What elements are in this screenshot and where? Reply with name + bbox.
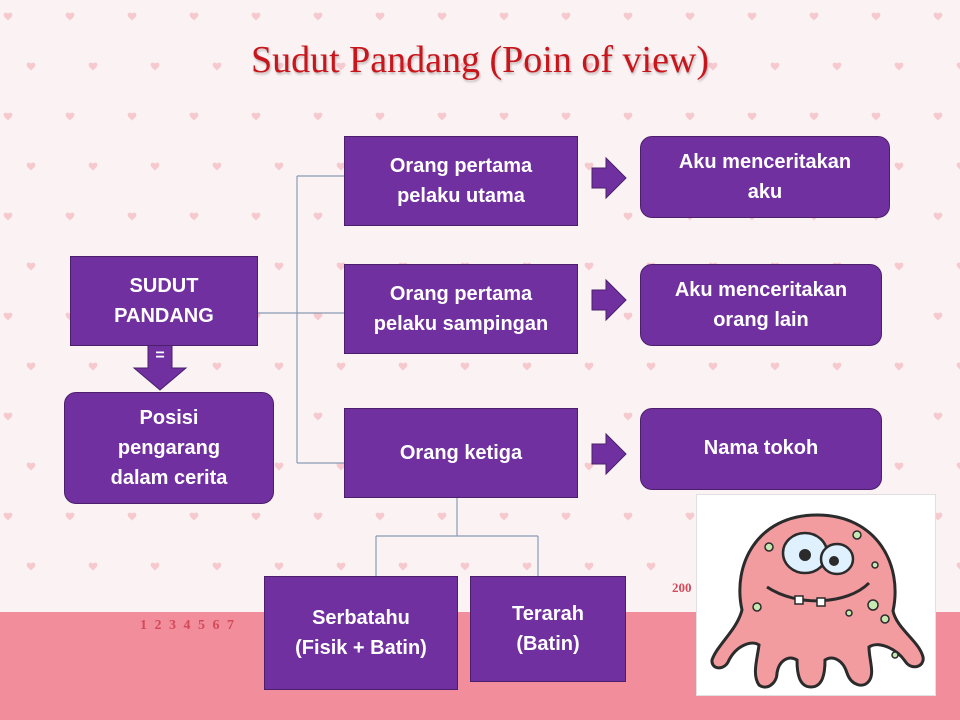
- year-fragment: 200: [672, 580, 692, 595]
- arrow-right-icon: [592, 158, 626, 198]
- equals-sign: =: [155, 347, 165, 364]
- first-person-side-node: Orang pertama pelaku sampingan: [344, 264, 578, 354]
- first-main-result-node: Aku menceritakan aku: [640, 136, 890, 218]
- definition-node: Posisi pengarang dalam cerita: [64, 392, 274, 504]
- first-person-main-node: Orang pertama pelaku utama: [344, 136, 578, 226]
- arrow-right-icon: [592, 434, 626, 474]
- calendar-date-strip: 1 2 3 4 5 6 7: [140, 618, 236, 633]
- limited-node: Terarah (Batin): [470, 576, 626, 682]
- root-node: SUDUT PANDANG: [70, 256, 258, 346]
- third-result-node: Nama tokoh: [640, 408, 882, 490]
- octopus-monster-icon: [697, 495, 935, 695]
- slide-title: Sudut Pandang (Poin of view): [250, 39, 710, 81]
- arrow-right-icon: [592, 280, 626, 320]
- first-side-result-node: Aku menceritakan orang lain: [640, 264, 882, 346]
- third-person-node: Orang ketiga: [344, 408, 578, 498]
- octopus-monster-illustration: [696, 494, 936, 696]
- omniscient-node: Serbatahu (Fisik + Batin): [264, 576, 458, 690]
